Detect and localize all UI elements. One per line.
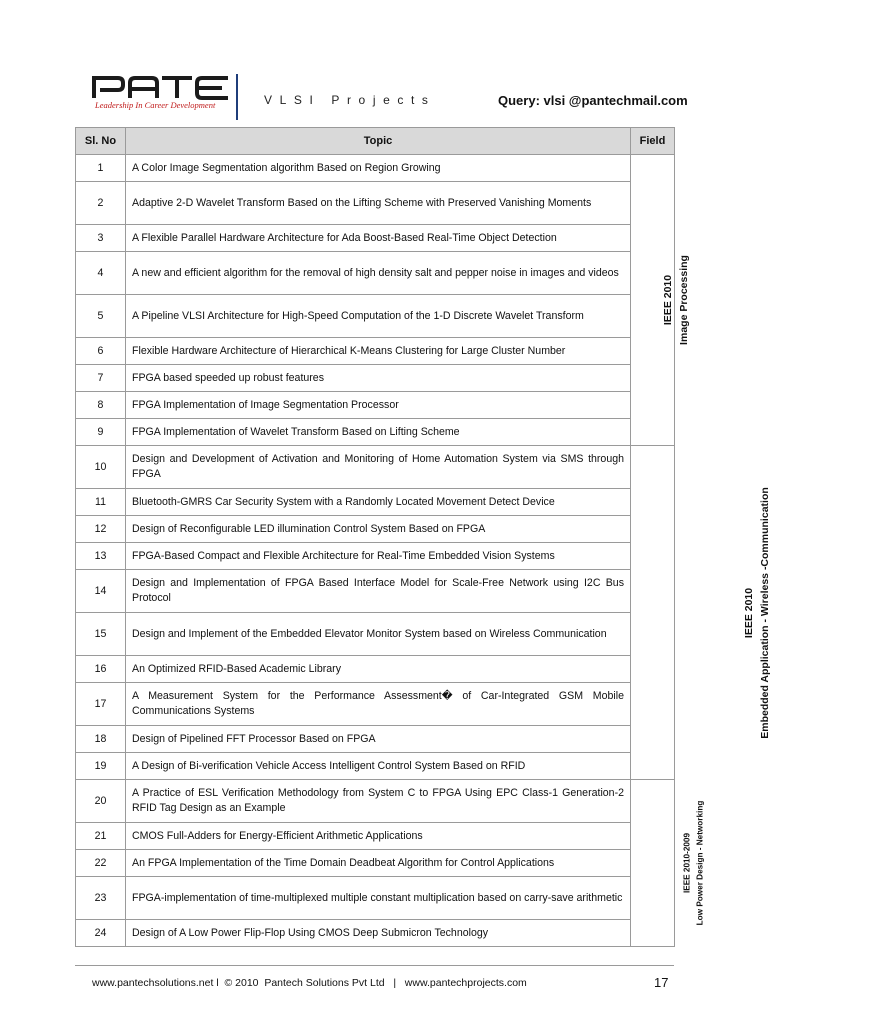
row-number: 14 [76,570,126,613]
table-row [76,338,675,365]
table-row [76,419,675,446]
row-topic: A Measurement System for the Performance Assessment� of Car-Integrated GSM Mobile Communications Systems [126,683,631,726]
page-number: 17 [654,975,669,990]
row-number: 13 [76,543,126,570]
table-row [76,683,675,726]
table-row [76,780,675,823]
row-number: 1 [76,155,126,182]
projects-table [75,127,771,947]
table-row [76,155,675,182]
row-number: 10 [76,446,126,489]
row-topic: FPGA-implementation of time-multiplexed multiple constant multiplication based on carry-save arithmetic [126,877,631,920]
row-number: 16 [76,656,126,683]
table-row [76,850,675,877]
field-group-name: Low Power Design - Networking [695,800,705,926]
row-topic: A Color Image Segmentation algorithm Based on Region Growing [126,155,631,182]
field-group-year: IEEE 2010 [661,274,674,326]
row-topic: A Pipeline VLSI Architecture for High-Speed Computation of the 1-D Discrete Wavelet Transform [126,295,631,338]
table-row [76,446,675,489]
row-number: 8 [76,392,126,419]
table-row [76,516,675,543]
row-number: 7 [76,365,126,392]
row-topic: FPGA Implementation of Image Segmentation Processor [126,392,631,419]
table-row [76,877,675,920]
row-topic: An Optimized RFID-Based Academic Library [126,656,631,683]
row-number: 4 [76,252,126,295]
field-group-year: IEEE 2010 [742,587,755,638]
document-title: VLSI Projects [264,93,436,107]
row-topic: FPGA based speeded up robust features [126,365,631,392]
pantech-logo [92,74,232,100]
table-row [76,823,675,850]
table-row [76,252,675,295]
row-topic: CMOS Full-Adders for Energy-Efficient Arithmetic Applications [126,823,631,850]
table-row [76,295,675,338]
row-topic: Design of Reconfigurable LED illumination Control System Based on FPGA [126,516,631,543]
table-row [76,489,675,516]
row-number: 23 [76,877,126,920]
row-number: 9 [76,419,126,446]
row-topic: Adaptive 2-D Wavelet Transform Based on the Lifting Scheme with Preserved Vanishing Moments [126,182,631,225]
row-number: 15 [76,613,126,656]
table-row [76,570,675,613]
row-topic: Bluetooth-GMRS Car Security System with a Randomly Located Movement Detect Device [126,489,631,516]
row-topic: A Flexible Parallel Hardware Architecture for Ada Boost-Based Real-Time Object Detection [126,225,631,252]
table-row [76,392,675,419]
row-topic: Design of Pipelined FFT Processor Based on FPGA [126,726,631,753]
logo-wordmark [92,74,232,100]
footer-text: www.pantechsolutions.net l © 2010 Pantech Solutions Pvt Ltd | www.pantechprojects.com [92,977,527,989]
page-header [0,0,768,126]
table-row [76,182,675,225]
footer-divider [75,965,674,966]
row-number: 21 [76,823,126,850]
row-number: 17 [76,683,126,726]
logo-tagline: Leadership In Career Development [95,100,216,110]
field-group-image-processing [631,155,690,446]
row-topic: Design and Development of Activation and Monitoring of Home Automation System via SMS through FPGA [126,446,631,489]
field-group-name: Embedded Application - Wireless -Communication [758,486,771,739]
table-row [76,656,675,683]
row-topic: FPGA Implementation of Wavelet Transform Based on Lifting Scheme [126,419,631,446]
row-number: 6 [76,338,126,365]
row-topic: Design and Implement of the Embedded Elevator Monitor System based on Wireless Communication [126,613,631,656]
row-topic: A Design of Bi-verification Vehicle Access Intelligent Control System Based on RFID [126,753,631,780]
row-topic: Flexible Hardware Architecture of Hierarchical K-Means Clustering for Large Cluster Number [126,338,631,365]
row-number: 19 [76,753,126,780]
row-number: 18 [76,726,126,753]
table-row [76,726,675,753]
row-topic: FPGA-Based Compact and Flexible Architecture for Real-Time Embedded Vision Systems [126,543,631,570]
row-topic: Design of A Low Power Flip-Flop Using CMOS Deep Submicron Technology [126,920,631,947]
row-topic: An FPGA Implementation of the Time Domain Deadbeat Algorithm for Control Applications [126,850,631,877]
table-row [76,543,675,570]
header-divider [236,74,238,120]
field-group-embedded-wireless [631,446,771,780]
row-topic: A new and efficient algorithm for the removal of high density salt and pepper noise in images and videos [126,252,631,295]
table-header-row [76,128,675,155]
table-row [76,753,675,780]
table-row [76,613,675,656]
query-contact: Query: vlsi @pantechmail.com [498,93,688,108]
row-number: 5 [76,295,126,338]
row-topic: Design and Implementation of FPGA Based Interface Model for Scale-Free Network using I2C Bus Protocol [126,570,631,613]
row-number: 11 [76,489,126,516]
row-number: 2 [76,182,126,225]
column-header-field: Field [631,128,675,155]
row-number: 20 [76,780,126,823]
row-number: 22 [76,850,126,877]
table-row [76,365,675,392]
row-number: 3 [76,225,126,252]
table-row [76,920,675,947]
row-number: 24 [76,920,126,947]
column-header-topic: Topic [126,128,631,155]
table-row [76,225,675,252]
field-group-year: IEEE 2010-2009 [682,832,692,894]
field-group-low-power-networking [631,780,705,947]
field-group-name: Image Processing [677,255,690,345]
column-header-slno: Sl. No [76,128,126,155]
row-number: 12 [76,516,126,543]
row-topic: A Practice of ESL Verification Methodology from System C to FPGA Using EPC Class-1 Generation-2 RFID Tag Design as an Example [126,780,631,823]
